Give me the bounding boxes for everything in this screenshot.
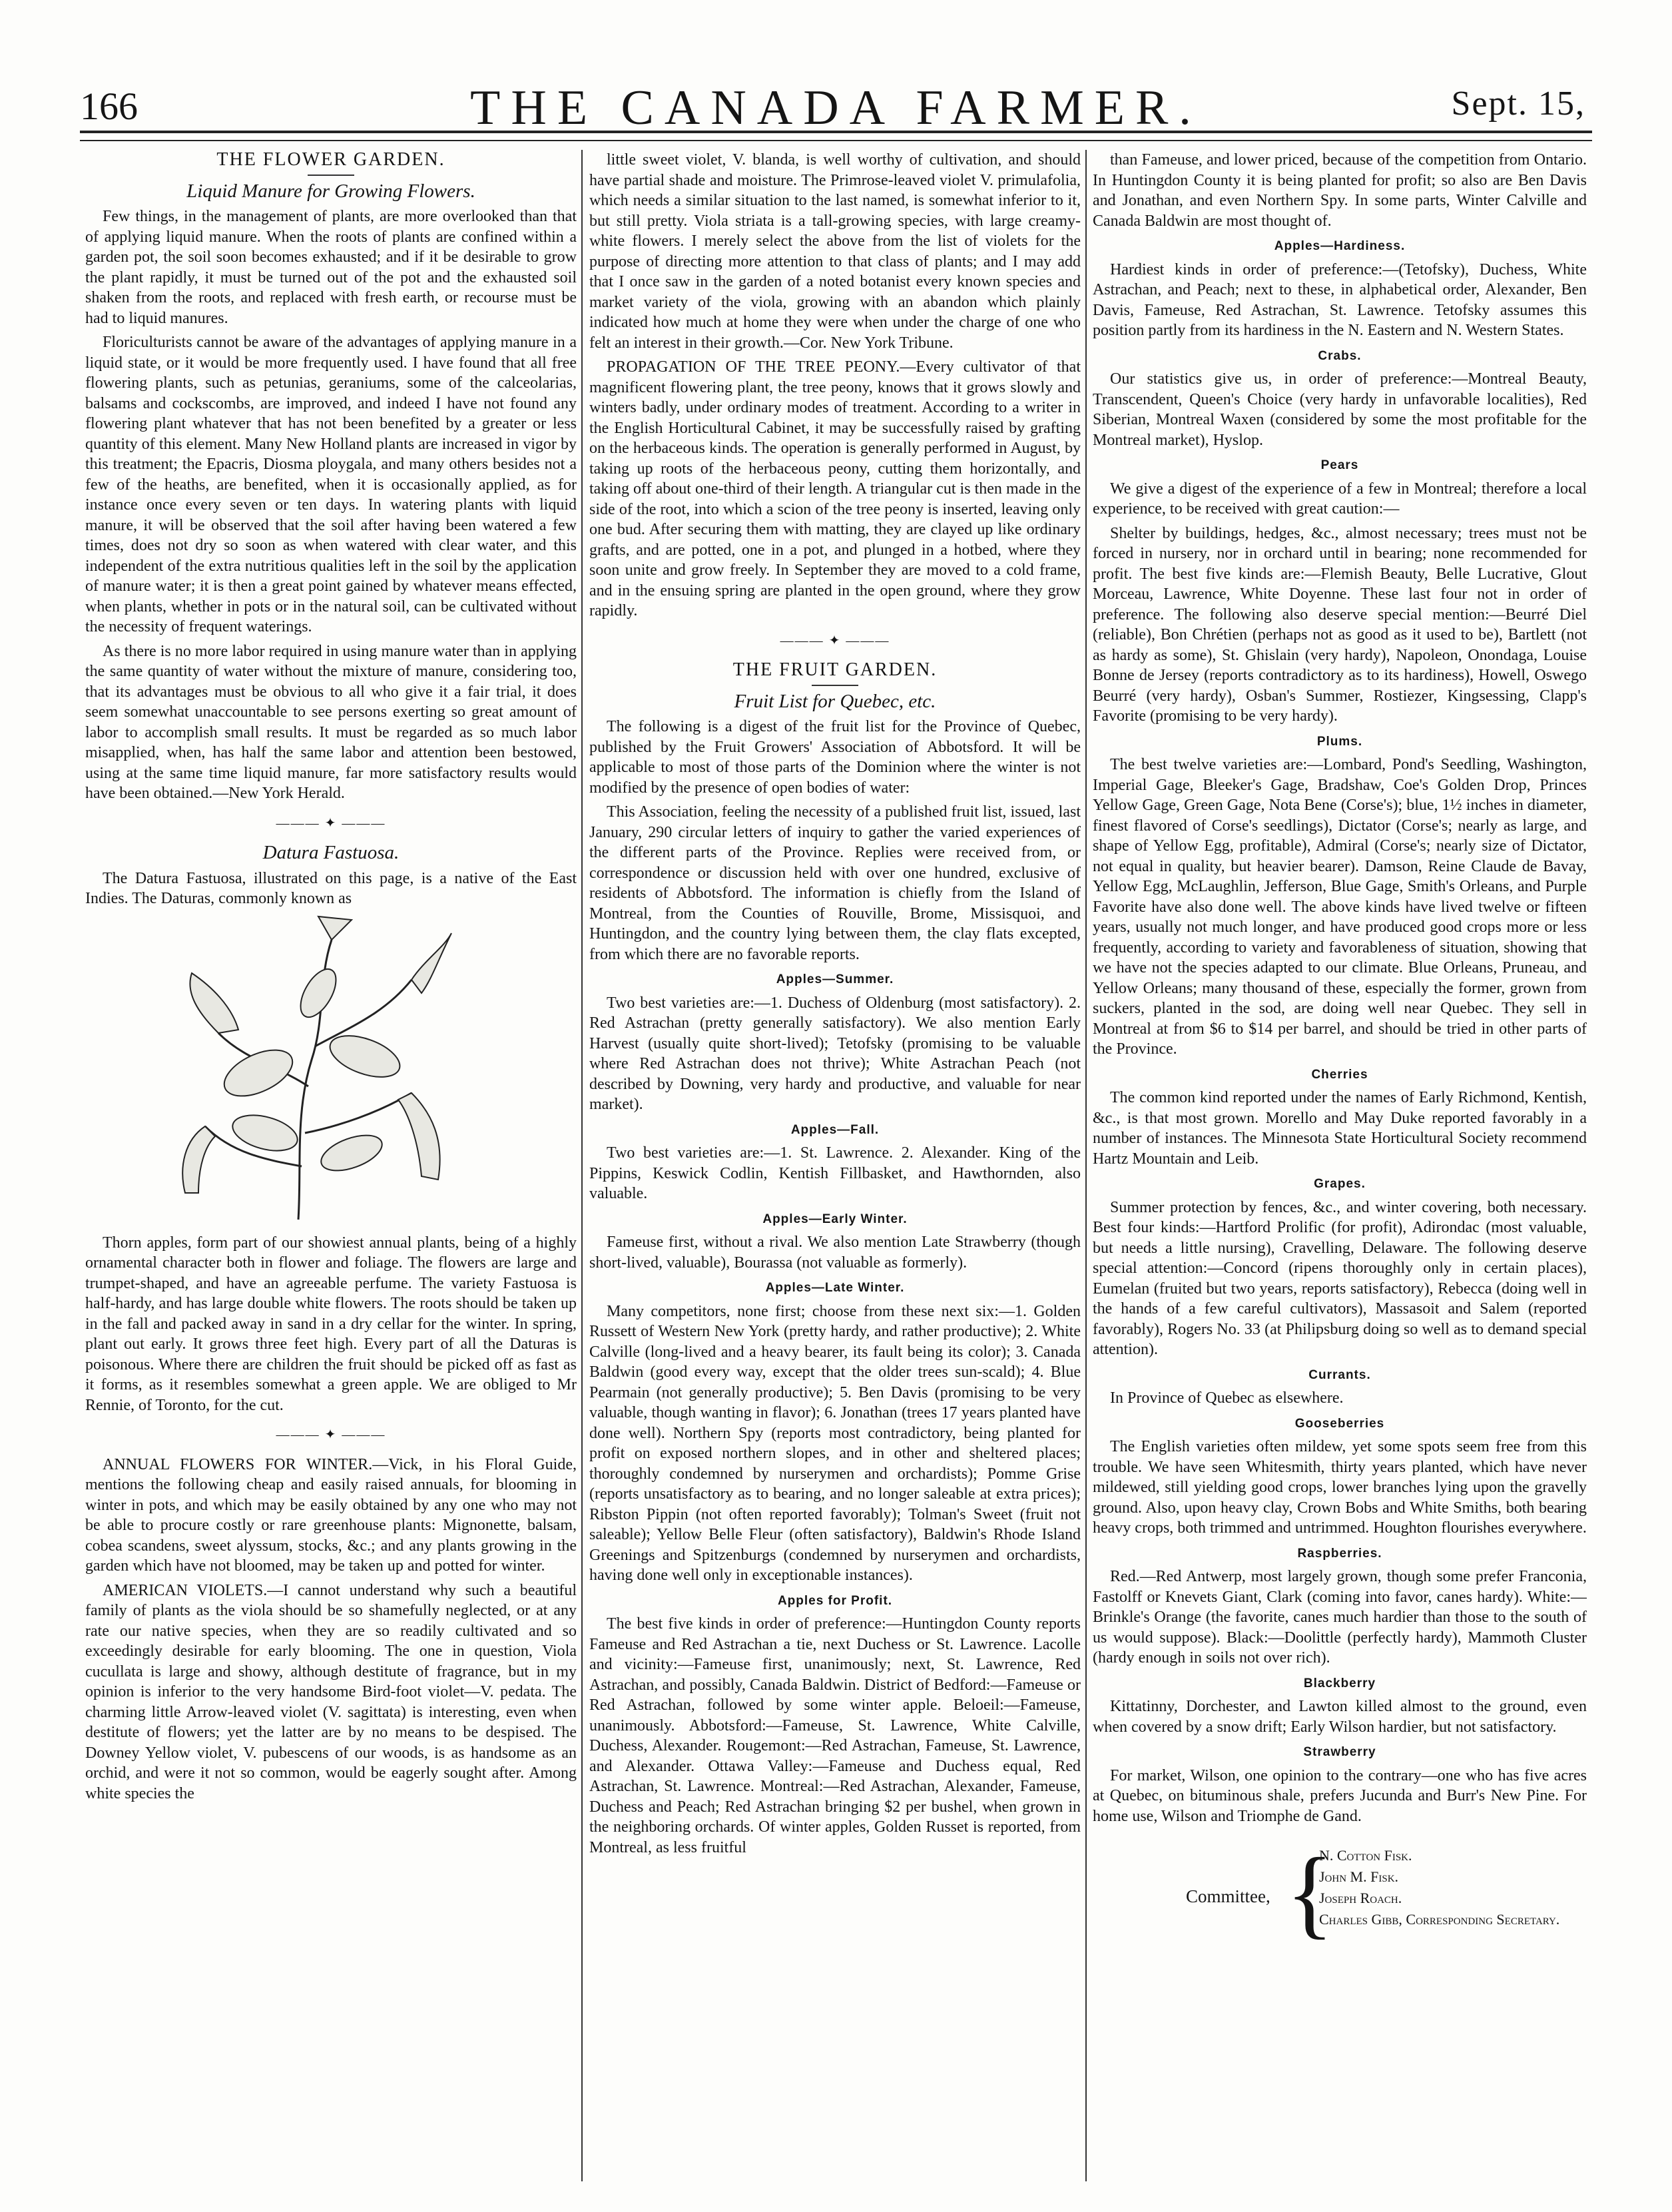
paragraph: ANNUAL FLOWERS FOR WINTER.—Vick, in his Floral Guide, mentions the following cheap and easily raised annuals, for blooming in winter in pots, and which may be easily obtained by any one who may not be able to procure costly or rare greenhouse plants: Mignonette, balsam, cobea scandens, sweet alyssum, stocks, &c.; and any plants growing in the garden which have not bloomed, may be taken up and potted for winter. bbox=[85, 1455, 577, 1575]
divider bbox=[812, 685, 858, 686]
article-title: Fruit List for Quebec, etc. bbox=[734, 690, 936, 712]
paragraph: Kittatinny, Dorchester, and Lawton killed almost to the ground, even when covered by a snow drift; Early Wilson hardier, but not satisfactory. bbox=[1093, 1698, 1587, 1736]
paragraph: Thorn apples, form part of our showiest annual plants, being of a highly ornamental character both in flower and foliage. The flowers are large and trumpet-shaped, and have an agreeable perfume. The variety Fastuosa is half-hardy, and has large double white flowers. The roots should be taken up in the fall and packed away in sand in a dry cellar for the winter. In spring, plant out early. It grows three feet high. Every part of all the Daturas is poisonous. Where there are children the fruit should be picked off as fast as it forms, as it resembles somewhat a green apple. We are obliged to Mr Rennie, of Toronto, for the cut. bbox=[85, 1234, 577, 1414]
paragraph: The common kind reported under the names of Early Richmond, Kentish, &c., is that most grown. Morello and May Duke reported favorably in a number of instances. The Minnesota State Horticultural Society recommend Hartz Mountain and Leib. bbox=[1093, 1089, 1587, 1168]
datura-flower-engraving bbox=[158, 913, 465, 1226]
committee-signature bbox=[1093, 1840, 1587, 1973]
ornament-divider: ——— ✦ ——— bbox=[276, 815, 386, 831]
header-rule bbox=[80, 131, 1592, 133]
paragraph: In Province of Quebec as elsewhere. bbox=[1110, 1389, 1344, 1407]
subheading: Raspberries. bbox=[1297, 1546, 1382, 1561]
paragraph: PROPAGATION OF THE TREE PEONY.—Every cultivator of that magnificent flowering plant, the tree peony, knows that it grows slowly and winters badly, under ordinary modes of treatment. According to a writer in the English Horticultural Cabinet, it may be successfully raised by grafting on the herbaceous kinds. The operation is generally performed in August, by taking up roots of the herbaceous peony, cutting them horizontally, and taking off about one-third of their length. A triangular cut is then made in the side of the root, into which a scion of the tree peony is inserted, leaving only one bud. After securing them with matting, they are clayed up like ordinary grafts, and are potted, one in a pot, and plunged in a hotbed, where they soon unite and grow freely. In September they are moved to a cold frame, and in the ensuing spring are planted in the open ground, where they grow rapidly. bbox=[589, 358, 1081, 619]
subheading: Gooseberries bbox=[1294, 1416, 1385, 1431]
ornament-divider: ——— ✦ ——— bbox=[276, 1427, 386, 1442]
paragraph: The English varieties often mildew, yet some spots seem free from this trouble. We have seen Whitesmith, thirty years planted, which have never mildewed, still yielding good crops, lower branches lying upon the gravelly ground. Also, upon heavy clay, Crown Bobs and White Smiths, both bearing heavy crops, both trimmed and untrimmed. Houghton flourishes everywhere. bbox=[1093, 1438, 1587, 1537]
committee-label: Committee, bbox=[1186, 1886, 1270, 1906]
paragraph: Fameuse first, without a rival. We also mention Late Strawberry (though short-lived, valuable), Bourassa (not valuable as formerly). bbox=[589, 1234, 1081, 1272]
article-title: Datura Fastuosa. bbox=[262, 842, 400, 863]
subheading: Apples for Profit. bbox=[777, 1593, 893, 1608]
divider bbox=[308, 175, 354, 176]
subheading: Plums. bbox=[1316, 734, 1363, 749]
column-1 bbox=[85, 150, 577, 2185]
paragraph: Hardiest kinds in order of preference:—(Tetofsky), Duchess, White Astrachan, and Peach; next to these, in alphabetical order, Alexander, Ben Davis, Fameuse, Red Astrachan, St. Lawrence. Tetofsky assumes this position partly from its hardiness in the N. Eastern and N. Western States. bbox=[1093, 260, 1587, 339]
paragraph: The best five kinds in order of preference:—Huntingdon County reports Fameuse and Red Astrachan a tie, next Duchess or St. Lawrence. Lacolle and vicinity:—Fameuse first, unanimously; next, St. Lawrence, Red Astrachan, and possibly, Canada Baldwin. District of Bedford:—Fameuse or Red Astrachan, followed by some winter apple. Beloeil:—Fameuse, unanimously. Abbotsford:—Fameuse, St. Lawrence, White Calville, Duchess, Alexander. Rougemont:—Red Astrachan, Fameuse, St. Lawrence, and Alexander. Ottawa Valley:—Fameuse and Duchess equal, Red Astrachan, St. Lawrence. Montreal:—Red Astrachan, Alexander, Fameuse, Duchess and Peach; Red Astrachan bringing $2 per bushel, when grown in the neighboring orchards. Of winter apples, Golden Russet is reported, from Montreal, as less fruitful bbox=[589, 1615, 1081, 1856]
paragraph: Red.—Red Antwerp, most largely grown, though some prefer Franconia, Fastolff or Knevets Giant, Clark (coming into favor, canes hardy). White:—Brinkle's Orange (the favorite, canes much hardier than those to the south of us would suppose). Black:—Doolittle (perfectly hardy), Mammoth Cluster (hardy enough in soils not over rich). bbox=[1093, 1568, 1587, 1666]
subheading: Apples—Fall. bbox=[790, 1122, 880, 1137]
subheading: Apples—Summer. bbox=[776, 972, 894, 986]
subheading: Cherries bbox=[1311, 1067, 1368, 1082]
masthead: THE CANADA FARMER. bbox=[470, 81, 1202, 135]
paragraph: Shelter by buildings, hedges, &c., almost necessary; trees must not be forced in nursery, nor in orchard until in bearing; none recommended for profit. The best five kinds are:—Flemish Beauty, Belle Lucrative, Glout Morceau, Lawrence, White Doyenne. These last four not in order of preference. The following also deserve special mention:—Beurré Diel (reliable), Bon Chrétien (perhaps not as good as it used to be), Bartlett (not as hardy as some), St. Ghislain (very hardy), Napoleon, Onondaga, Louise Bonne de Jersey (reports contradictory as to its hardiness), Howell, Oswego Beurré (very hardy), Osban's Summer, Rostiezer, Kingsessing, Clapp's Favorite (promising to be very hardy). bbox=[1093, 524, 1587, 725]
committee-member: John M. Fisk. bbox=[1319, 1868, 1399, 1885]
paragraph: The Datura Fastuosa, illustrated on this page, is a native of the East Indies. The Daturas, commonly known as bbox=[85, 869, 577, 907]
paragraph: Floriculturists cannot be aware of the advantages of applying manure in a liquid state, or it would be more frequently used. I have found that all free flowering plants, such as petunias, geraniums, some of the calceolarias, balsams and cockscombs, are improved, and indeed I have not found any flowering plant whatever that has not been benefited by a greater or less quantity of this element. Many New Holland plants are increased in vigor by this treatment; the Epacris, Diosma ploygala, and many others besides not a few of the heaths, are benefited, when it is occasionally applied, as for instance once every seven or ten days. In watering plants with liquid manure, it will be observed that the soil after having been watered a few times, does not dry so soon as when watered with clear water, and this independent of the extra nutritious qualities left in the soil by the application of manure water; it is then a great point gained by whatever means effected, when plants, whether in pots or in the natural soil, can be cultivated without the necessity of frequent waterings. bbox=[85, 334, 577, 635]
committee-members bbox=[1319, 1845, 1559, 1930]
paragraph: Our statistics give us, in order of preference:—Montreal Beauty, Transcendent, Queen's Choice (very hardy in unfavorable localities), Red Siberian, Montreal Waxen (considered by some the most profitable for the Montreal market), Hyslop. bbox=[1093, 370, 1587, 449]
subheading: Crabs. bbox=[1318, 348, 1362, 363]
subheading: Apples—Hardiness. bbox=[1274, 239, 1406, 253]
column-2 bbox=[589, 150, 1081, 2185]
brace: { bbox=[1286, 1838, 1334, 1948]
paragraph: The best twelve varieties are:—Lombard, Pond's Seedling, Washington, Imperial Gage, Bleeker's Gage, Bradshaw, Coe's Golden Drop, Princes Yellow Gage, Green Gage, Nota Bene (Corse's); blue, 1½ inches in diameter, finest flavored of Corse's seedlings), Dictator (Corse's; nearly as large, and shape of Yellow Egg, profitable), Admiral (Corse's; nearly size of Dictator, not equal in quality, but heavier bearer). Damson, Reine Claude de Bavay, Yellow Egg, McLaughlin, Jefferson, Blue Gage, Smith's Orleans, and Purple Favorite have also done well. The above kinds have lived twelve or fifteen years, usually not much longer, and have produced good crops more or less frequently, according to variety and favorableness of situation, showing that we have not the species adapted to our climate. Blue Orleans, Pruneau, and Yellow Orleans; many thousand of these, especially the former, grown from suckers, planted in the sod, are doing well near Quebec. They sell in Montreal at from $6 to $14 per barrel, and should be tried in other parts of the Province. bbox=[1093, 756, 1587, 1058]
paragraph: The following is a digest of the fruit list for the Province of Quebec, published by the Fruit Growers' Association of Abbotsford. It will be applicable to most of those parts of the Dominion where the winter is not modified by the presence of open bodies of water: bbox=[589, 718, 1081, 797]
column-divider bbox=[581, 150, 583, 2181]
column-divider bbox=[1085, 150, 1087, 2181]
paragraph: As there is no more labor required in using manure water than in applying the same quantity of water without the mixture of manure, considering too, that its advantages must be obvious to all who give it a fair trial, it does seem somewhat unaccountable to see persons exerting so great amount of labor to accomplish small results. It must be regarded as so much labor misapplied, when, has half the same labor and attention been bestowed, using at the same time liquid manure, far more satisfactory results would have been obtained.—New York Herald. bbox=[85, 642, 577, 802]
committee-member: Charles Gibb, Corresponding Secretary. bbox=[1319, 1911, 1560, 1928]
subheading: Currants. bbox=[1308, 1367, 1371, 1382]
subheading: Apples—Late Winter. bbox=[765, 1281, 905, 1295]
paragraph: We give a digest of the experience of a few in Montreal; therefore a local experience, to be received with great caution:— bbox=[1093, 480, 1587, 518]
paragraph: than Fameuse, and lower priced, because of the competition from Ontario. In Huntingdon County it is being planted for profit; so also are Ben Davis and Jonathan, and even Northern Spy. In some parts, Winter Calville and Canada Baldwin are most thought of. bbox=[1093, 151, 1587, 230]
column-3 bbox=[1093, 150, 1587, 2185]
paragraph: AMERICAN VIOLETS.—I cannot understand why such a beautiful family of plants as the viola should be so shamefully neglected, or at any rate our native species, when they are so readily cultivated and so exceedingly desirable for early blooming. The one in question, Viola cucullata is large and showy, although destitute of fragrance, but in my opinion is inferior to the very handsome Bird-foot violet—V. pedata. The charming little Arrow-leaved violet (V. sagittata) is interesting, even when destitute of flowers; yet the latter are by no means to be despised. The Downey Yellow violet, V. pubescens of our woods, is as handsome as an orchid, and were it not so common, would be eagerly sought after. Among white species the bbox=[85, 1581, 577, 1802]
datura-illustration bbox=[85, 913, 577, 1226]
section-heading-fruit-garden: THE FRUIT GARDEN. bbox=[732, 659, 938, 680]
subheading: Grapes. bbox=[1314, 1177, 1366, 1191]
subheading: Blackberry bbox=[1303, 1676, 1376, 1690]
paragraph: Two best varieties are:—1. St. Lawrence. 2. Alexander. King of the Pippins, Keswick Codlin, Kentish Fillbasket, and Hawthornden, also valuable. bbox=[589, 1144, 1081, 1202]
paragraph: This Association, feeling the necessity of a published fruit list, issued, last January, 290 circular letters of inquiry to gather the varied experiences of the different parts of the Province. Replies were received from, or correspondence or discussion held with over one hundred, exclusive of residents of Abbotsford. The information is chiefly from the Island of Montreal, from the Counties of Rouville, Brome, Missisquoi, and Huntingdon, and the country lying between them, the clay flats excepted, from which there are no favorable reports. bbox=[589, 803, 1081, 963]
page-number: 166 bbox=[80, 85, 138, 128]
paragraph: Few things, in the management of plants, are more overlooked than that of applying liquid manure. When the roots of plants are confined within a garden pot, the soil soon becomes exhausted; and if it be desirable to grow the plant rapidly, it must be turned out of the pot and the exhausted soil shaken from the roots, and replaced with fresh earth, or recourse must be had to liquid manures. bbox=[85, 208, 577, 327]
paragraph: For market, Wilson, one opinion to the contrary—one who has five acres at Quebec, on bituminous shale, prefers Jucunda and Burr's New Pine. For home use, Wilson and Triomphe de Gand. bbox=[1093, 1766, 1587, 1825]
paragraph: Many competitors, none first; choose from these next six:—1. Golden Russett of Western New York (pretty hardy, and rather productive); 2. White Calville (long-lived and a heavy bearer, its fault being its color); 3. Canada Baldwin (good every way, except that the older trees sun-scald); 4. Blue Pearmain (not generally productive); 5. Ben Davis (promising to be very valuable, though wanting in flavor); 6. Jonathan (trees 17 years planted have done well). Northern Spy (reports most contradictory, being planted for profit on exposed northern slopes, and in other and sheltered places; thoroughly condemned by nurserymen and orchardists); Pomme Grise (reports unsatisfactory as to bearing, and no longer saleable at extra prices); Ribston Pippin (not often reported favorably); Tolman's Sweet (fruit not saleable); Yellow Belle Fleur (often satisfactory), Baldwin's Rhode Island Greenings and Spitzenburgs (condemned by nurserymen and orchardists, having done well only in exceptionable instances). bbox=[589, 1302, 1081, 1584]
subheading: Pears bbox=[1320, 458, 1359, 472]
subheading: Apples—Early Winter. bbox=[762, 1212, 908, 1226]
article-title: Liquid Manure for Growing Flowers. bbox=[186, 180, 475, 202]
committee-member: N. Cotton Fisk. bbox=[1319, 1847, 1412, 1864]
section-heading-flower-garden: THE FLOWER GARDEN. bbox=[216, 150, 445, 170]
committee-member: Joseph Roach. bbox=[1319, 1890, 1402, 1906]
subheading: Strawberry bbox=[1303, 1745, 1376, 1759]
paragraph: Summer protection by fences, &c., and winter covering, both necessary. Best four kinds:—Hartford Prolific (for profit), Adirondac (most valuable, but needs a little nursing), Cravelling, Delaware. The following deserve special attention:—Concord (ripens thoroughly only in certain places), Eumelan (fruited but two years, reports satisfactory), Rebecca (doing well in the hands of a few careful cultivators), Massasoit and Salem (reported favorably), Rogers No. 33 (at Philipsburg doing so well as to demand special attention). bbox=[1093, 1198, 1587, 1358]
issue-date: Sept. 15, bbox=[1451, 85, 1585, 123]
paragraph: little sweet violet, V. blanda, is well worthy of cultivation, and should have partial shade and moisture. The Primrose-leaved violet V. primulafolia, which needs a similar situation to the last named, is somewhat inferior to it, but still pretty. Viola striata is a tall-growing species, with large creamy-white flowers. I merely select the above from the list of violets for the purpose of directing more attention to that class of plants; and I may add that I once saw in the garden of a noted botanist every known species and market variety of the viola, growing with an abandon which plainly indicated how much at home they were when under the charge of one who felt an interest in their growth.—Cor. New York Tribune. bbox=[589, 151, 1081, 352]
header-rule-thin bbox=[80, 140, 1592, 141]
paragraph: Two best varieties are:—1. Duchess of Oldenburg (most satisfactory). 2. Red Astrachan (pretty generally satisfactory). We also mention Early Harvest (usually quite short-lived); Tetofsky (promising to be valuable where Red Astrachan does not thrive); White Astrachan Peach (not described by Downing, very hardy and productive, and valuable for near market). bbox=[589, 994, 1081, 1113]
ornament-divider: ——— ✦ ——— bbox=[780, 633, 890, 648]
